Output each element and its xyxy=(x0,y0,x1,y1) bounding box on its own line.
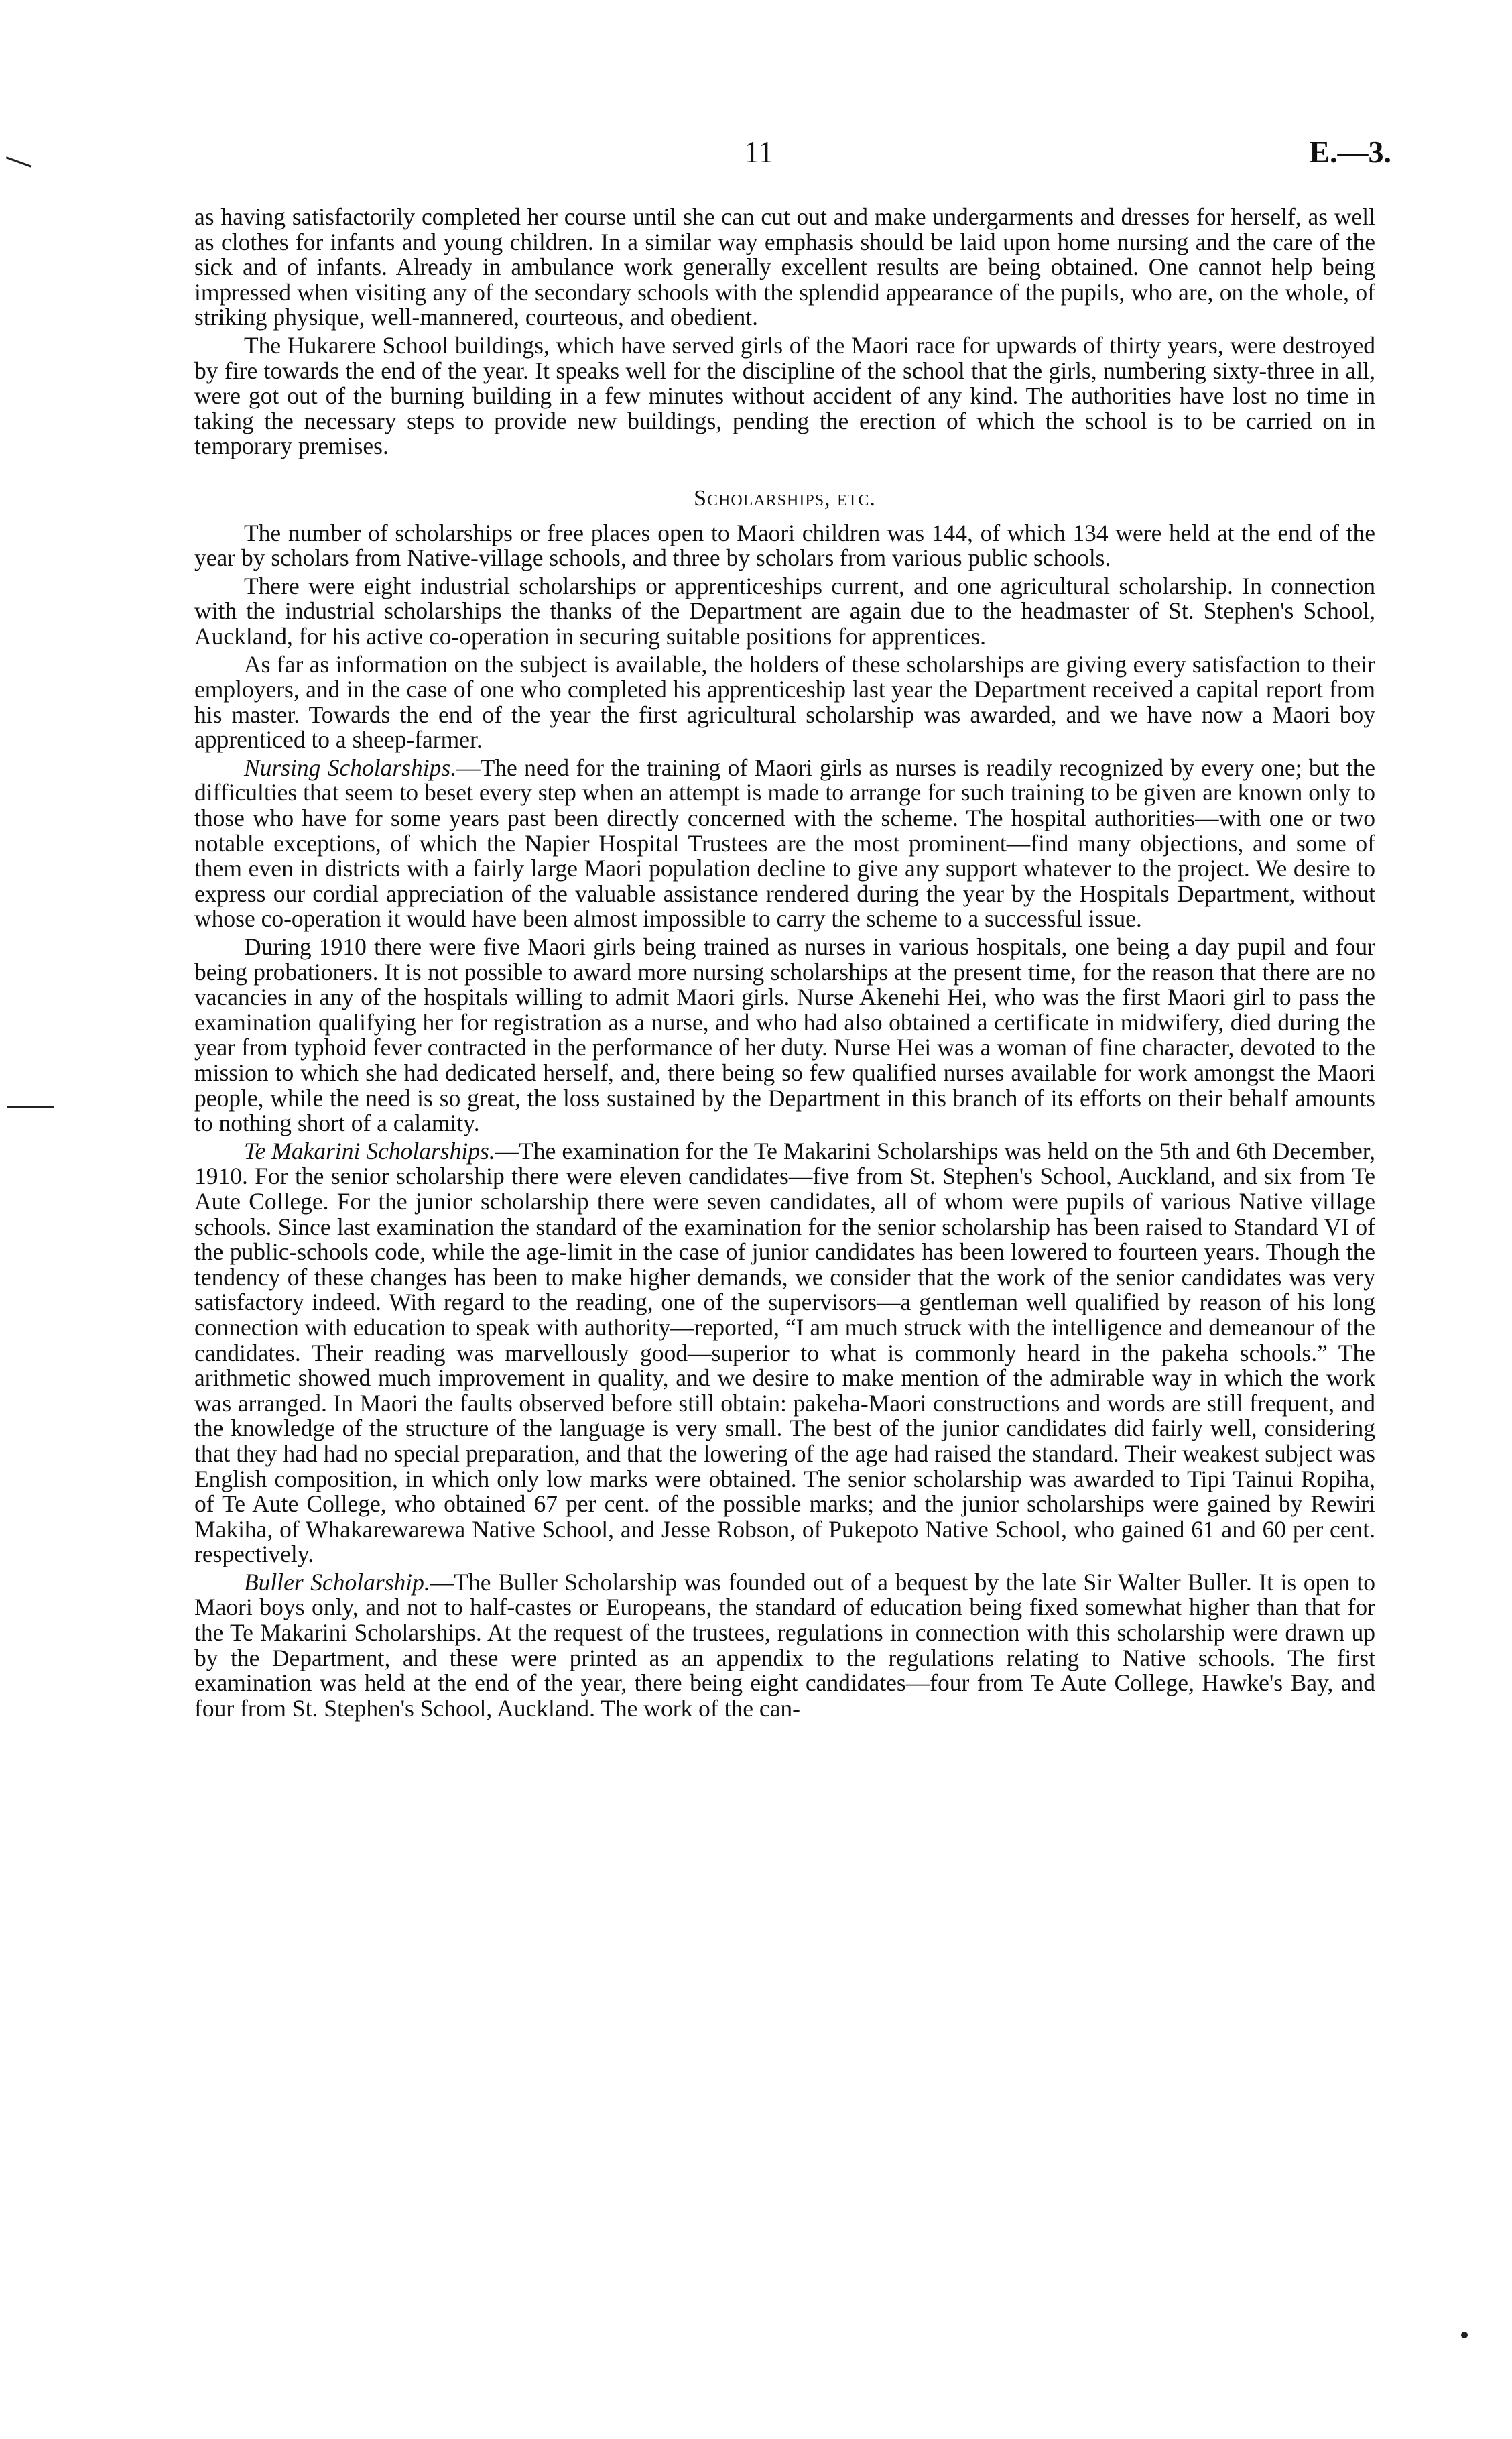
paragraph-makarini xyxy=(194,1139,1375,1567)
document-reference: E.—3. xyxy=(1309,135,1391,169)
paragraph: There were eight industrial scholarships or apprenticeships current, and one agricultural scholarship. In connection with the industrial scholarships the thanks of the Department are again due to the headmaster of St. Stephen's School, Auckland, for his active co-operation in securing suitable positions for apprentices. xyxy=(194,572,1375,650)
buller-text: —The Buller Scholarship was founded out of a bequest by the late Sir Walter Buller. It is open to Maori boys only, and not to half-castes or Europeans, the standard of education being fixed somewhat higher than that for the Te Makarini Scholarships. At the request of the trustees, regulations in connection with this scholarship were drawn up by the Department, and these were printed as an appendix to the regulations relating to Native schools. The first examination was held at the end of the year, there being eight candidates—four from Te Aute College, Hawke's Bay, and four from St. Stephen's School, Auckland. The work of the can- xyxy=(194,1568,1375,1722)
page-header xyxy=(0,134,1512,174)
section-heading: Scholarships, etc. xyxy=(694,485,876,511)
paragraph: The number of scholarships or free places open to Maori children was 144, of which 134 were held at the end of the year by scholars from Native-village schools, and three by scholars from various public schools. xyxy=(194,519,1375,572)
document-body xyxy=(194,204,1375,1724)
paragraph: The Hukarere School buildings, which have served girls of the Maori race for upwards of thirty years, were destroyed by fire towards the end of the year. It speaks well for the discipline of the school that the girls, numbering sixty-three in all, were got out of the burning building in a few minutes without accident of any kind. The authorities have lost no time in taking the necessary steps to provide new buildings, pending the erection of which the school is to be carried on in temporary premises. xyxy=(194,331,1375,460)
makarini-lead: Te Makarini Scholarships. xyxy=(244,1137,495,1165)
paragraph-buller xyxy=(194,1570,1375,1722)
paragraph: as having satisfactorily completed her course until she can cut out and make undergarments and dresses for herself, as well as clothes for infants and young children. In a similar way emphasis should be laid upon home nursing and the care of the sick and of infants. Already in ambulance work generally excellent results are being obtained. One cannot help being impressed when visiting any of the secondary schools with the splendid appearance of the pupils, who are, on the whole, of striking physique, well-mannered, courteous, and obedient. xyxy=(194,203,1375,331)
paragraph: As far as information on the subject is available, the holders of these scholarships are giving every satisfaction to their employers, and in the case of one who completed his apprenticeship last year the Department received a capital report from his master. Towards the end of the year the first agricultural scholarship was awarded, and we have now a Maori boy apprenticed to a sheep-farmer. xyxy=(194,650,1375,754)
nursing-text: —The need for the training of Maori girls as nurses is readily recognized by every one; but the difficulties that seem to beset every step when an attempt is made to arrange for such training to be given are known only to those who have for some years past been directly concerned with the scheme. The hospital authorities—with one or two notable exceptions, of which the Napier Hospital Trustees are the most prominent—find many objections, and some of them even in districts with a fairly large Maori population decline to give any support whatever to the project. We desire to express our cordial appreciation of the valuable assistance rendered during the year by the Hospitals Department, without whose co-operation it would have been almost impossible to carry the scheme to a successful issue. xyxy=(194,754,1375,933)
nursing-lead: Nursing Scholarships. xyxy=(244,754,457,781)
buller-lead: Buller Scholarship. xyxy=(244,1568,430,1596)
margin-mark xyxy=(1461,2332,1468,2338)
makarini-text: —The examination for the Te Makarini Scholarships was held on the 5th and 6th December, 1910. For the senior scholarship there were eleven candidates—five from St. Stephen's School, Auckland, and six from Te Aute College. For the junior scholarship there were seven candidates, all of whom were pupils of various Native village schools. Since last examination the standard of the examination for the senior scholarship has been raised to Standard VI of the public-schools code, while the age-limit in the case of junior candidates has been lowered to fourteen years. Though the tendency of these changes has been to make higher demands, we consider that the work of the senior candidates was very satisfactory indeed. With regard to the reading, one of the supervisors—a gentleman well qualified by reason of his long connection with education to speak with authority—reported, “I am much struck with the intelligence and demeanour of the candidates. Their reading was marvellously good—superior to what is commonly heard in the pakeha schools.” The arithmetic showed much improvement in quality, and we desire to make mention of the admirable way in which the work was arranged. In Maori the faults observed before still obtain: pakeha-Maori constructions and words are still frequent, and the knowledge of the structure of the language is very small. The best of the junior candidates did fairly well, considering that they had had no special preparation, and that the lowering of the age had raised the standard. Their weakest subject was English composition, in which only low marks were obtained. The senior scholarship was awarded to Tipi Tainui Ropiha, of Te Aute College, who obtained 67 per cent. of the possible marks; and the junior scholarships were gained by Rewiri Makiha, of Whakarewarewa Native School, and Jesse Robson, of Pukepoto Native School, who gained 61 and 60 per cent. respectively. xyxy=(194,1137,1375,1568)
margin-mark xyxy=(7,1106,54,1108)
page-number: 11 xyxy=(744,135,774,169)
paragraph-nursing xyxy=(194,756,1375,932)
paragraph: During 1910 there were five Maori girls being trained as nurses in various hospitals, one being a day pupil and four being probationers. It is not possible to award more nursing scholarships at the present time, for the reason that there are no vacancies in any of the hospitals willing to admit Maori girls. Nurse Akenehi Hei, who was the first Maori girl to pass the examination qualifying her for registration as a nurse, and who had also obtained a certificate in midwifery, died during the year from typhoid fever contracted in the performance of her duty. Nurse Hei was a woman of fine character, devoted to the mission to which she had dedicated herself, and, there being so few qualified nurses available for work amongst the Maori people, while the need is so great, the loss sustained by the Department in this branch of its efforts on their behalf amounts to nothing short of a calamity. xyxy=(194,933,1375,1137)
